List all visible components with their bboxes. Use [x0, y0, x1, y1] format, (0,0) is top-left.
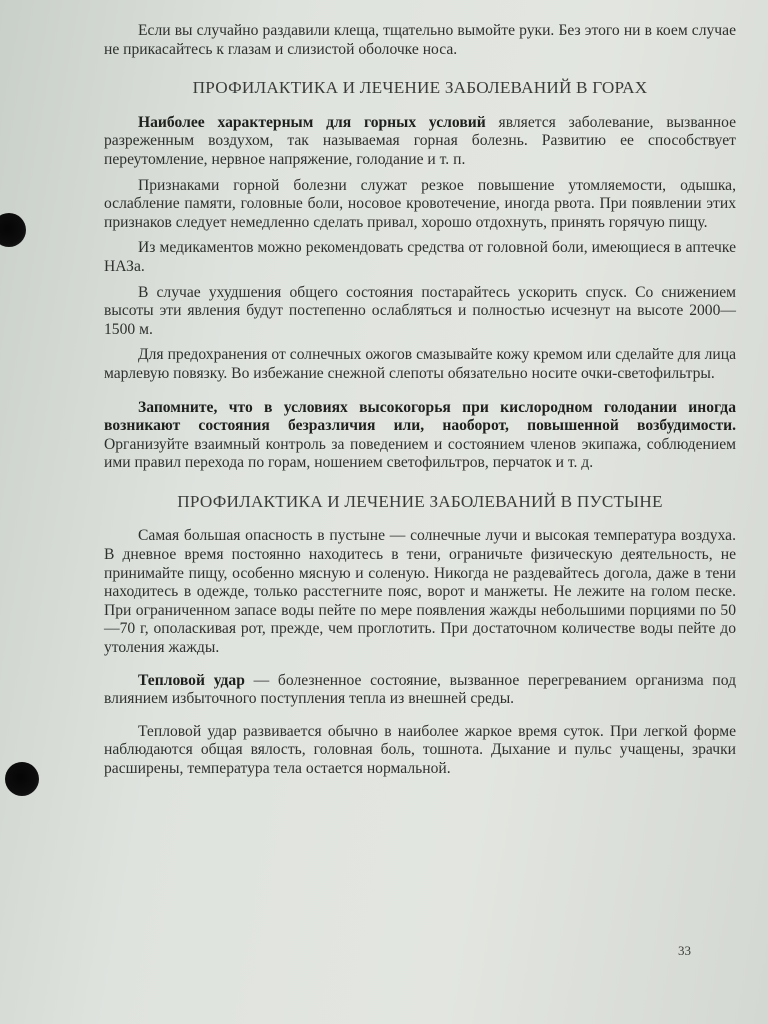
mountains-paragraph-4: В случае ухудшения общего состояния постарайтесь ускорить спуск. Со снижением высоты эти явления будут постепенно ослабляться и полностью исчезнут на высоте 2000—1500 м. [104, 283, 736, 338]
desert-paragraph-3: Тепловой удар развивается обычно в наиболее жаркое время суток. При легкой форме наблюдаются общая вялость, головная боль, тошнота. Дыхание и пульс учащены, зрачки расширены, температура тела остается нормальной. [104, 722, 736, 777]
mountains-paragraph-5: Для предохранения от солнечных ожогов смазывайте кожу кремом или сделайте для лица марлевую повязку. Во избежание снежной слепоты обязательно носите очки-светофильтры. [104, 346, 736, 382]
desert-paragraph-2 [104, 672, 736, 709]
page-text [104, 22, 736, 779]
mountains-paragraph-6 [104, 399, 736, 473]
desert-paragraph-1: Самая большая опасность в пустыне — солнечные лучи и высокая температура воздуха. В дневное время постоянно находитесь в тени, ограничьте физическую деятельность, не принимайте пищу, особенно мясную и соленую. Никогда не раздевайтесь догола, даже в тени находитесь в одежде, только расстегните пояс, ворот и манжеты. Не лежите на голом песке. При ограниченном запасе воды пейте по мере появления жажды небольшими порциями по 50—70 г, ополаскивая рот, прежде, чем проглотить. При достаточном количестве воды пейте до утоления жажды. [104, 527, 736, 657]
heading-mountains: ПРОФИЛАКТИКА И ЛЕЧЕНИЕ ЗАБОЛЕВАНИЙ В ГОРАХ [192, 78, 648, 98]
mountains-p1-rest: является заболевание, вызванное разреженным воздухом, так называемая горная болезнь. Развитию ее способствует переутомление, нервное напряжение, голодание и т. п. [104, 113, 737, 168]
binder-hole-top [0, 213, 26, 247]
intro-paragraph: Если вы случайно раздавили клеща, тщательно вымойте руки. Без этого ни в коем случае не прикасайтесь к глазам и слизистой оболочке носа. [104, 22, 736, 58]
desert-p2-bold: Тепловой удар [138, 671, 245, 689]
mountains-paragraph-2: Признаками горной болезни служат резкое повышение утомляемости, одышка, ослабление памяти, головные боли, носовое кровотечение, иногда рвота. При появлении этих признаков следует немедленно сделать привал, хорошо отдохнуть, принять горячую пищу. [104, 176, 736, 231]
mountains-p1-bold: Наиболее характерным для горных условий [138, 113, 486, 131]
page-number: 33 [678, 943, 691, 958]
mountains-p6-bold: Запомните, что в условиях высокогорья при кислородном голодании иногда возникают состояния безразличия или, наоборот, повышенной возбудимости. [104, 398, 736, 435]
heading-desert: ПРОФИЛАКТИКА И ЛЕЧЕНИЕ ЗАБОЛЕВАНИЙ В ПУСТЫНЕ [177, 491, 663, 511]
binder-hole-bottom [5, 762, 39, 796]
mountains-paragraph-1 [104, 114, 736, 170]
mountains-p6-rest: Организуйте взаимный контроль за поведением и состоянием членов экипажа, соблюдением ими правил перехода по горам, ношением светофильтров, перчаток и т. д. [104, 435, 736, 472]
mountains-paragraph-3: Из медикаментов можно рекомендовать средства от головной боли, имеющиеся в аптечке НАЗа. [104, 239, 736, 275]
desert-p2-rest: — болезненное состояние, вызванное перегреванием организма под влиянием избыточного поступления тепла из внешней среды. [104, 671, 736, 708]
